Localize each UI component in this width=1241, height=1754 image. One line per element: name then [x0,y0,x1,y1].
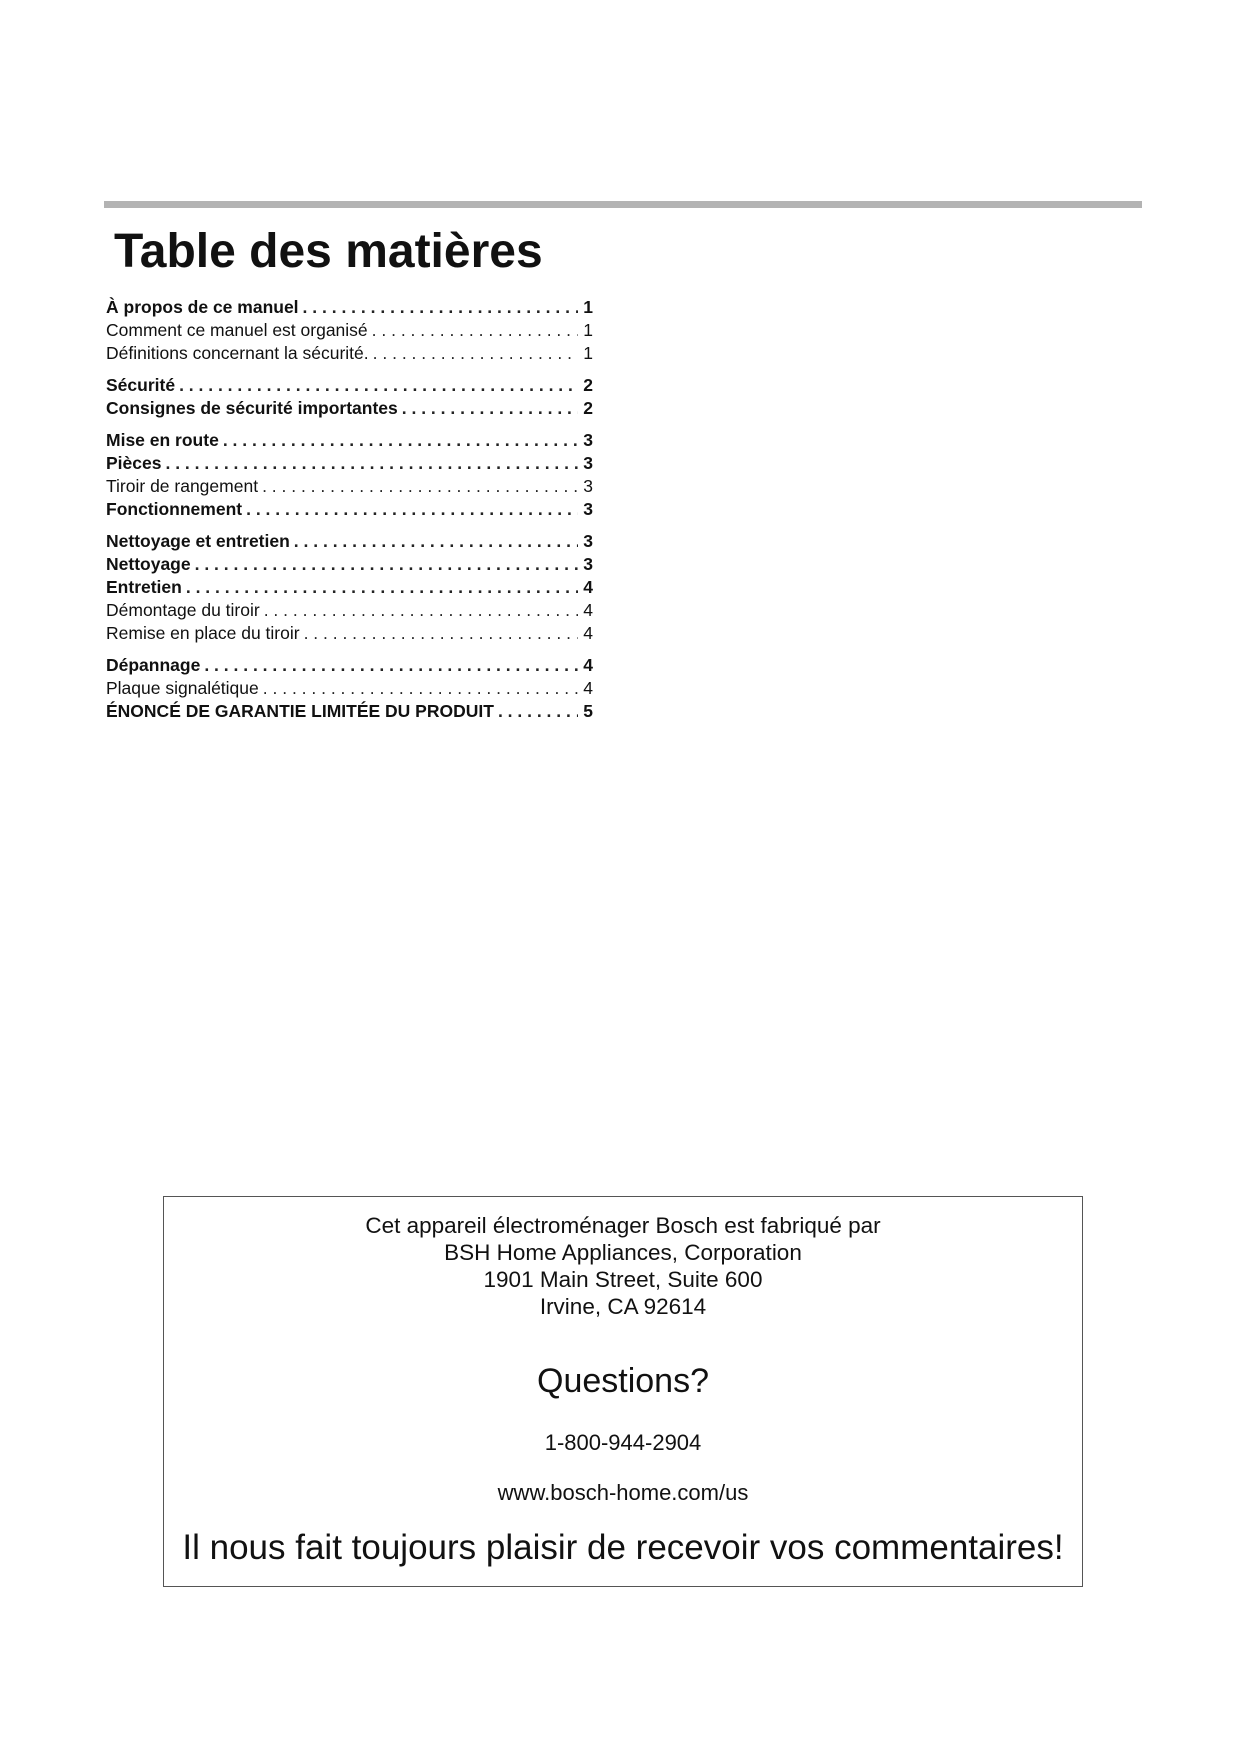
website-url: www.bosch-home.com/us [497,1480,749,1505]
toc-entry[interactable] [106,475,593,498]
page-title: Table des matières [114,225,543,278]
toc-entry-page-number: 3 [583,430,593,450]
maker-line: 1901 Main Street, Suite 600 [483,1267,763,1292]
toc-entry[interactable] [106,553,593,576]
toc-entry-label: ÉNONCÉ DE GARANTIE LIMITÉE DU PRODUIT [106,701,494,721]
toc-entry-page-number: 2 [583,375,593,395]
toc-entry-page-number: 2 [583,398,593,418]
toc-entry-page-number: 4 [583,655,593,675]
toc-entry[interactable] [106,700,593,723]
toc-entry[interactable] [106,530,593,553]
toc-dot-leader [263,677,579,700]
toc-group [106,296,593,365]
toc-entry-page-number: 4 [583,678,593,698]
toc-dot-leader [402,397,579,420]
toc-entry-label: À propos de ce manuel [106,297,299,317]
toc-entry-page-number: 4 [583,600,593,620]
toc-entry-label: Sécurité [106,375,176,395]
toc-entry-label: Mise en route [106,430,219,450]
phone-number: 1-800-944-2904 [544,1430,702,1455]
toc-entry[interactable] [106,576,593,599]
toc-entry-label: Nettoyage et entretien [106,531,290,551]
toc-dot-leader [294,530,578,553]
toc-entry-page-number: 3 [583,476,593,496]
toc-dot-leader [303,296,579,319]
header-rule [104,201,1142,208]
toc-entry[interactable] [106,677,593,700]
toc-entry[interactable] [106,429,593,452]
toc-entry-label: Plaque signalétique [106,678,259,698]
toc-group [106,530,593,645]
toc-dot-leader [223,429,578,452]
toc-entry[interactable] [106,622,593,645]
toc-entry-label: Démontage du tiroir [106,600,260,620]
maker-line: BSH Home Appliances, Corporation [444,1240,802,1265]
table-of-contents [106,296,593,732]
toc-entry[interactable] [106,296,593,319]
toc-entry-page-number: 4 [583,577,593,597]
toc-entry[interactable] [106,342,593,365]
toc-dot-leader [246,498,578,521]
toc-entry-label: Fonctionnement [106,499,243,519]
maker-line: Cet appareil électroménager Bosch est fabriqué par [365,1213,881,1238]
toc-dot-leader [186,576,578,599]
toc-entry[interactable] [106,452,593,475]
toc-entry[interactable] [106,599,593,622]
toc-entry-page-number: 3 [583,531,593,551]
toc-entry-label: Tiroir de rangement [106,476,259,496]
toc-entry[interactable] [106,319,593,342]
toc-entry-page-number: 3 [583,554,593,574]
toc-group [106,429,593,521]
toc-entry-page-number: 1 [583,320,593,340]
contact-info-box [163,1196,1083,1587]
toc-entry-label: Dépannage [106,655,201,675]
toc-dot-leader [372,319,579,342]
toc-entry[interactable] [106,397,593,420]
toc-entry-page-number: 1 [583,297,593,317]
toc-entry-label: Définitions concernant la sécurité. [106,343,369,363]
toc-group [106,374,593,420]
toc-entry-label: Consignes de sécurité importantes [106,398,398,418]
toc-dot-leader [498,700,578,723]
toc-dot-leader [373,342,579,365]
toc-entry-page-number: 5 [583,701,593,721]
toc-entry-label: Nettoyage [106,554,191,574]
toc-group [106,654,593,723]
toc-dot-leader [204,654,578,677]
toc-dot-leader [179,374,578,397]
manufacturer-address [164,1212,1082,1320]
toc-entry-label: Entretien [106,577,182,597]
questions-heading: Questions? [537,1362,709,1400]
feedback-message: Il nous fait toujours plaisir de recevoir vos commentaires! [182,1528,1064,1567]
maker-line: Irvine, CA 92614 [539,1294,707,1319]
toc-entry-label: Remise en place du tiroir [106,623,300,643]
toc-dot-leader [165,452,578,475]
toc-dot-leader [262,475,578,498]
toc-entry-page-number: 4 [583,623,593,643]
toc-dot-leader [195,553,579,576]
toc-entry-label: Comment ce manuel est organisé [106,320,368,340]
toc-entry-page-number: 1 [583,343,593,363]
toc-entry[interactable] [106,654,593,677]
toc-entry[interactable] [106,374,593,397]
toc-dot-leader [264,599,579,622]
toc-entry-page-number: 3 [583,499,593,519]
toc-entry[interactable] [106,498,593,521]
toc-dot-leader [304,622,579,645]
toc-entry-page-number: 3 [583,453,593,473]
toc-entry-label: Pièces [106,453,162,473]
